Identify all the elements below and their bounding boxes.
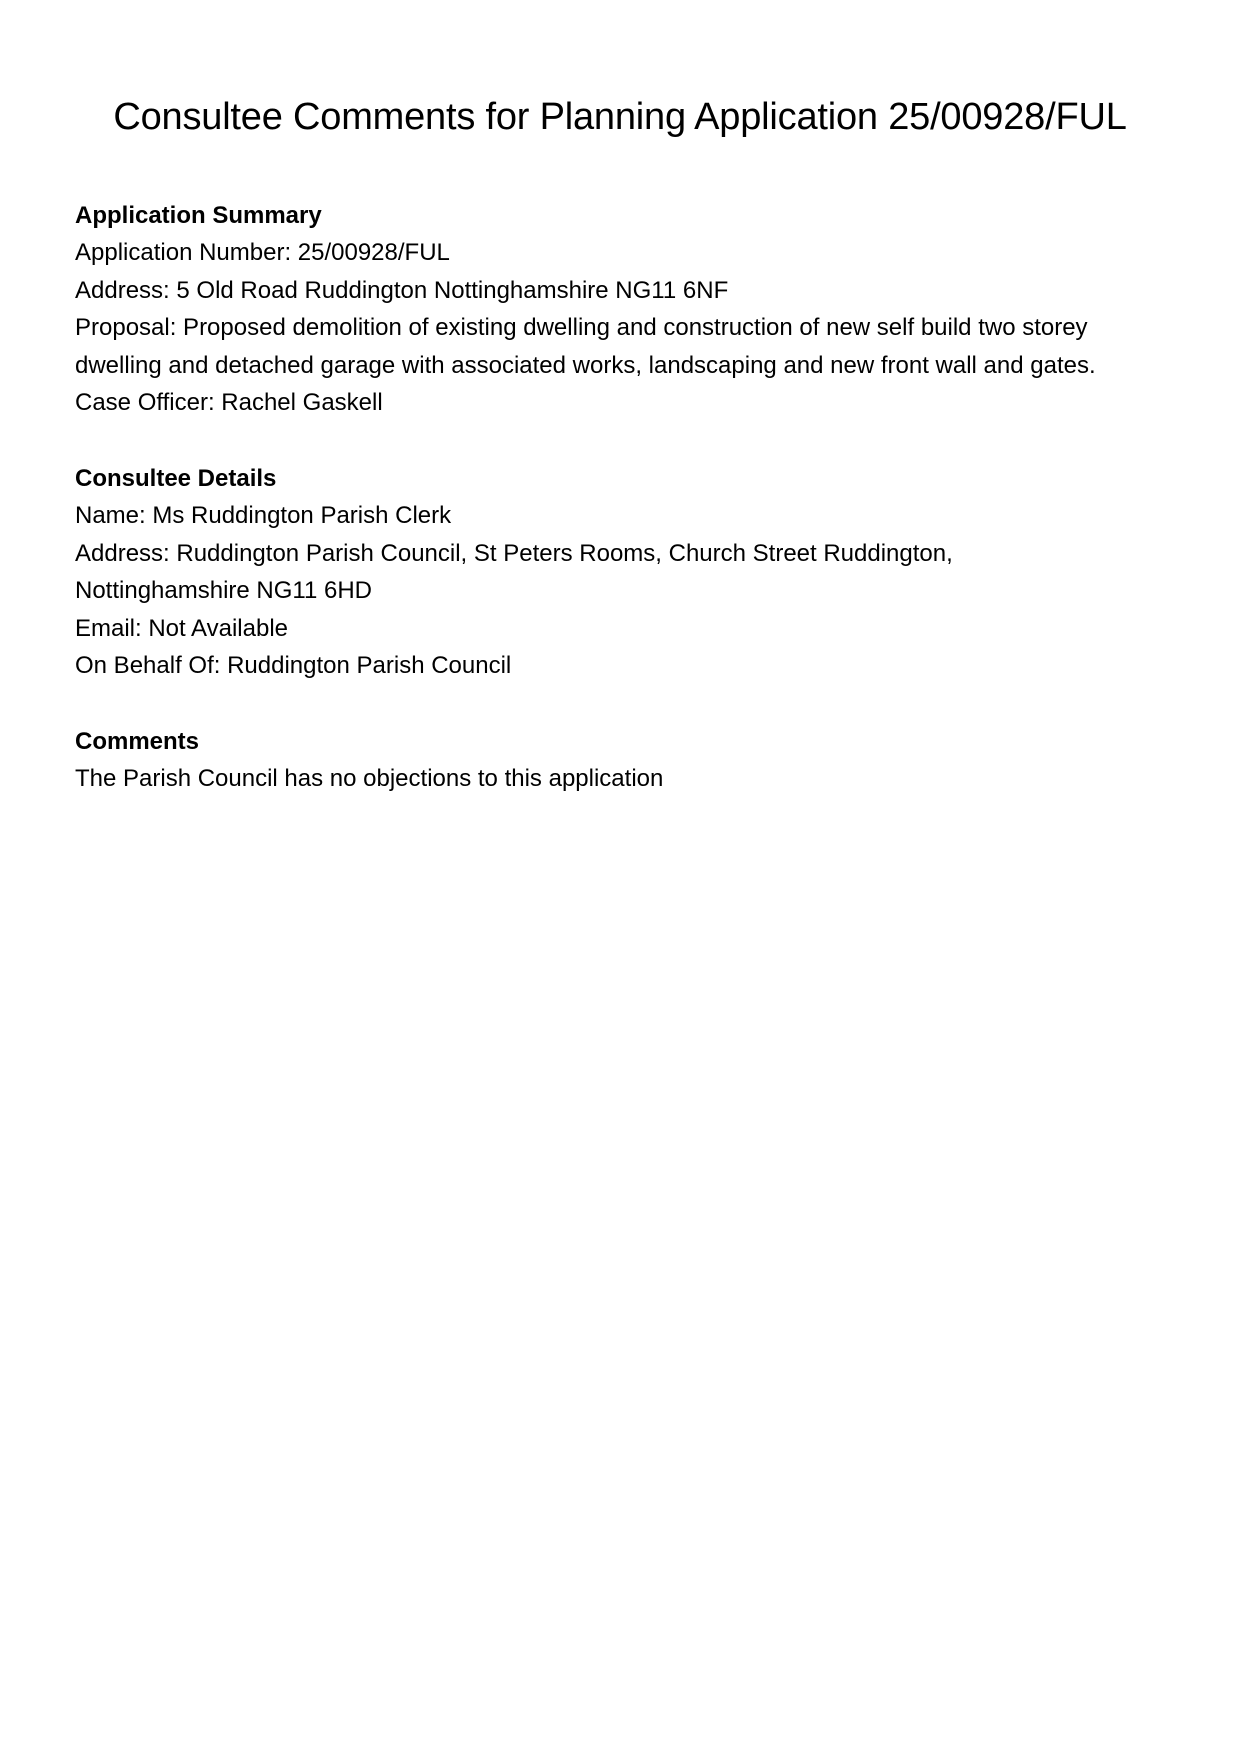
consultee-details-section (75, 461, 1175, 685)
comments-heading: Comments (75, 728, 200, 755)
consultee-email: Email: Not Available (75, 614, 288, 642)
application-number: Application Number: 25/00928/FUL (75, 239, 450, 266)
application-summary-heading: Application Summary (75, 202, 322, 229)
consultee-address-line-2: Nottinghamshire NG11 6HD (75, 577, 373, 604)
consultee-name: Name: Ms Ruddington Parish Clerk (75, 502, 452, 529)
case-officer: Case Officer: Rachel Gaskell (75, 389, 383, 416)
consultee-address-line-1: Address: Ruddington Parish Council, St Peters Rooms, Church Street Ruddington, (75, 539, 953, 567)
comments-section (75, 724, 1175, 798)
page-title: Consultee Comments for Planning Application 25/00928/FUL (113, 96, 1127, 138)
proposal-line-1: Proposal: Proposed demolition of existing dwelling and construction of new self build two storey (75, 314, 1088, 341)
consultee-details-heading: Consultee Details (75, 465, 277, 492)
proposal-line-2: dwelling and detached garage with associated works, landscaping and new front wall and gates. (75, 351, 1096, 379)
consultee-on-behalf-of: On Behalf Of: Ruddington Parish Council (75, 652, 512, 679)
comments-text: The Parish Council has no objections to this application (75, 765, 664, 792)
application-summary-section (75, 198, 1175, 422)
application-address: Address: 5 Old Road Ruddington Nottinghamshire NG11 6NF (75, 276, 729, 304)
